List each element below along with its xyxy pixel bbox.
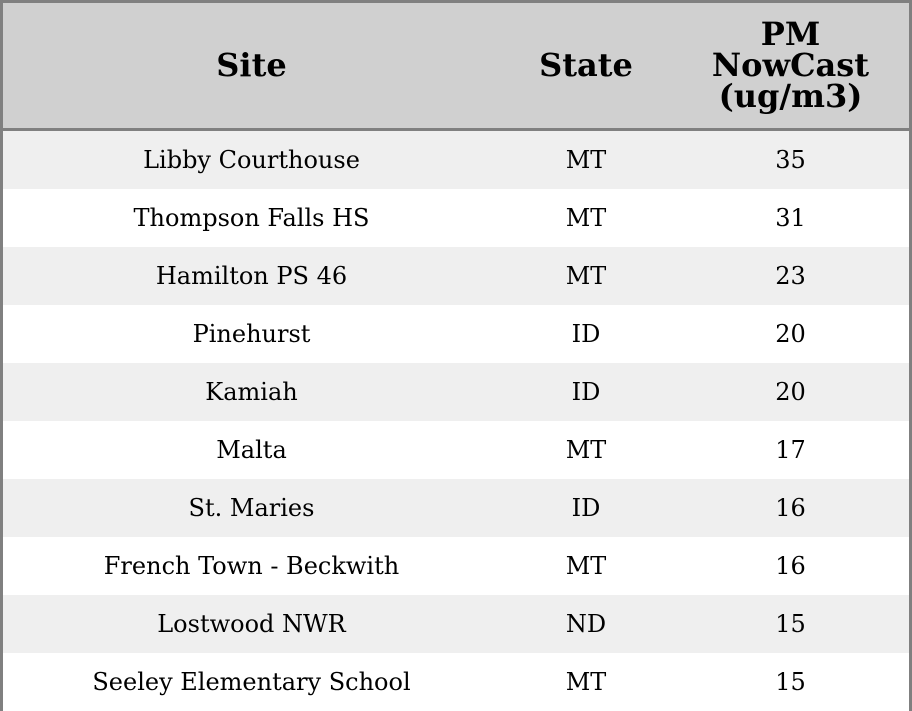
data-table (3, 3, 909, 711)
header-row (3, 3, 909, 130)
cell-state: MT (500, 653, 672, 711)
cell-state: MT (500, 537, 672, 595)
cell-pm-nowcast: 20 (672, 363, 909, 421)
column-header-state (500, 3, 672, 130)
cell-pm-nowcast: 16 (672, 479, 909, 537)
table-row (3, 479, 909, 537)
cell-pm-nowcast: 16 (672, 537, 909, 595)
cell-state: ID (500, 305, 672, 363)
cell-site: Hamilton PS 46 (3, 247, 500, 305)
cell-state: ND (500, 595, 672, 653)
header-pm-line-1: PM (760, 15, 821, 53)
cell-site: French Town - Beckwith (3, 537, 500, 595)
header-state-label: State (539, 46, 633, 84)
cell-site: Seeley Elementary School (3, 653, 500, 711)
cell-site: Kamiah (3, 363, 500, 421)
column-header-site (3, 3, 500, 130)
table-row (3, 247, 909, 305)
table-row (3, 130, 909, 190)
header-pm-line-2: NowCast (711, 46, 870, 84)
table-row (3, 537, 909, 595)
cell-site: St. Maries (3, 479, 500, 537)
table-row (3, 189, 909, 247)
table-row (3, 363, 909, 421)
cell-pm-nowcast: 17 (672, 421, 909, 479)
cell-pm-nowcast: 23 (672, 247, 909, 305)
cell-site: Lostwood NWR (3, 595, 500, 653)
table-body (3, 130, 909, 711)
cell-pm-nowcast: 15 (672, 595, 909, 653)
cell-state: MT (500, 189, 672, 247)
table-row (3, 421, 909, 479)
header-pm-line-3: (ug/m3) (718, 77, 863, 115)
cell-state: MT (500, 130, 672, 190)
table-header (3, 3, 909, 130)
cell-state: MT (500, 421, 672, 479)
table-row (3, 305, 909, 363)
cell-pm-nowcast: 31 (672, 189, 909, 247)
cell-site: Pinehurst (3, 305, 500, 363)
cell-pm-nowcast: 35 (672, 130, 909, 190)
cell-site: Malta (3, 421, 500, 479)
cell-state: MT (500, 247, 672, 305)
cell-state: ID (500, 363, 672, 421)
table-row (3, 595, 909, 653)
cell-state: ID (500, 479, 672, 537)
table-row (3, 653, 909, 711)
column-header-pm-nowcast (672, 3, 909, 130)
cell-pm-nowcast: 20 (672, 305, 909, 363)
cell-site: Libby Courthouse (3, 130, 500, 190)
header-site-label: Site (216, 46, 287, 84)
cell-pm-nowcast: 15 (672, 653, 909, 711)
cell-site: Thompson Falls HS (3, 189, 500, 247)
